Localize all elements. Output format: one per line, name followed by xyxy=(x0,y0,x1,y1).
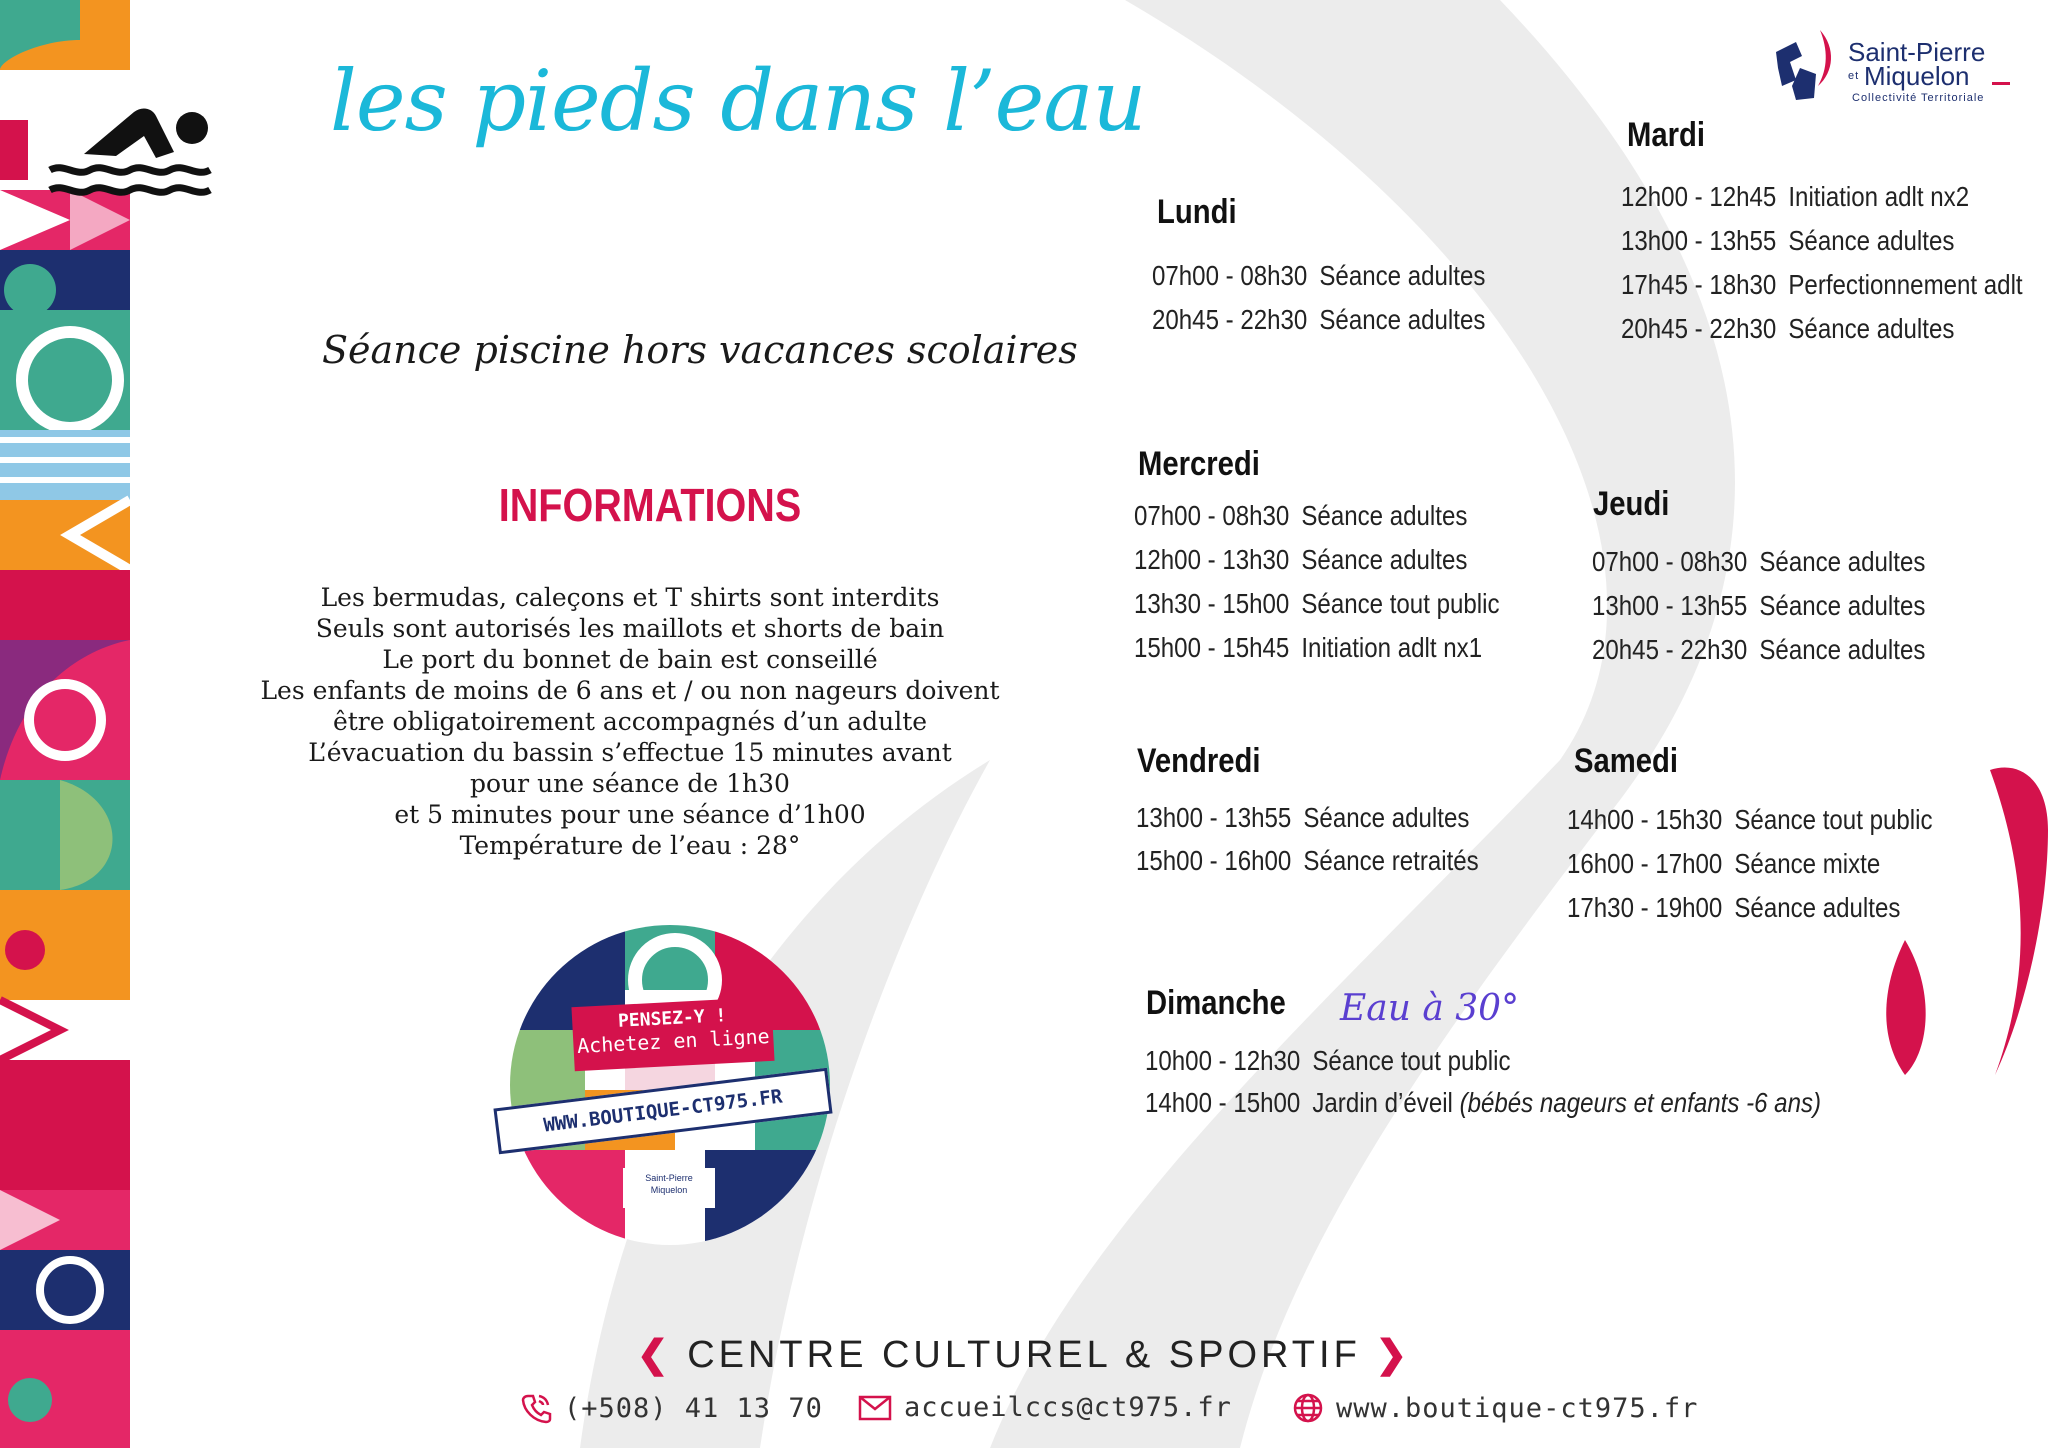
slot-time: 13h00 - 13h55 xyxy=(1136,802,1292,833)
decorative-strip xyxy=(0,0,130,1448)
slot-label: Séance adultes xyxy=(1301,544,1468,575)
slot-time: 13h00 - 13h55 xyxy=(1621,225,1777,256)
slot-time: 20h45 - 22h30 xyxy=(1152,304,1308,335)
slot-time: 17h30 - 19h00 xyxy=(1567,892,1723,923)
info-line: L’évacuation du bassin s’effectue 15 minutes avant xyxy=(308,738,952,767)
logo-tagline: Collectivité Territoriale xyxy=(1852,92,1985,104)
day-heading: Vendredi xyxy=(1137,742,1261,780)
time-slot xyxy=(1621,263,2023,307)
slots-vendredi xyxy=(1136,796,1535,882)
slot-time: 15h00 - 15h45 xyxy=(1134,632,1290,663)
time-slot xyxy=(1136,796,1479,839)
slots-jeudi xyxy=(1592,540,1980,672)
slot-note: (bébés nageurs et enfants -6 ans) xyxy=(1459,1087,1822,1118)
time-slot xyxy=(1152,298,1485,342)
badge-mini-logo xyxy=(623,1168,715,1208)
logo xyxy=(1770,20,2010,110)
slot-time: 13h30 - 15h00 xyxy=(1134,588,1290,619)
slot-label: Séance tout public xyxy=(1312,1045,1511,1076)
info-line: Température de l’eau : 28° xyxy=(459,831,801,860)
info-line: Le port du bonnet de bain est conseillé xyxy=(382,645,878,674)
day-mardi xyxy=(1627,116,1718,155)
slot-label: Séance adultes xyxy=(1319,304,1486,335)
phone-icon xyxy=(520,1392,552,1424)
logo-name-1: Saint-Pierre xyxy=(1848,37,1986,67)
logo-name-2: Miquelon xyxy=(1864,61,1970,91)
slot-label: Séance mixte xyxy=(1734,848,1881,879)
page-subtitle: Séance piscine hors vacances scolaires xyxy=(322,328,1078,372)
slot-label: Initiation adlt nx1 xyxy=(1301,632,1483,663)
time-slot xyxy=(1567,798,1933,842)
badge-mini-logo-1: Saint-Pierre xyxy=(645,1173,693,1183)
slot-label: Séance adultes xyxy=(1734,892,1901,923)
chevron-left-icon: ❮ xyxy=(636,1334,673,1376)
info-line: Seuls sont autorisés les maillots et shorts de bain xyxy=(315,614,945,643)
globe-icon xyxy=(1292,1392,1324,1424)
slot-label: Séance retraités xyxy=(1303,845,1479,876)
day-mercredi xyxy=(1138,445,1280,484)
time-slot xyxy=(1134,626,1500,670)
logo-mark xyxy=(1770,28,1850,108)
slot-time: 07h00 - 08h30 xyxy=(1134,500,1290,531)
slots-lundi xyxy=(1152,254,1540,342)
footer-email[interactable] xyxy=(858,1392,1232,1423)
time-slot xyxy=(1621,307,2023,351)
slots-mardi xyxy=(1621,175,2048,351)
water-temp-note: Eau à 30° xyxy=(1340,988,1520,1029)
footer-phone[interactable] xyxy=(520,1392,823,1424)
day-vendredi xyxy=(1137,742,1281,781)
phone-text: (+508) 41 13 70 xyxy=(564,1392,823,1424)
time-slot xyxy=(1621,175,2023,219)
slots-mercredi xyxy=(1134,494,1559,670)
slot-time: 20h45 - 22h30 xyxy=(1621,313,1777,344)
slot-time: 16h00 - 17h00 xyxy=(1567,848,1723,879)
slot-time: 07h00 - 08h30 xyxy=(1152,260,1308,291)
time-slot xyxy=(1145,1040,1821,1082)
email-text: accueilccs@ct975.fr xyxy=(904,1392,1232,1423)
slot-label: Séance adultes xyxy=(1788,313,1955,344)
badge-line2: Achetez en ligne xyxy=(576,1023,771,1059)
info-line: pour une séance de 1h30 xyxy=(470,769,790,798)
slot-time: 20h45 - 22h30 xyxy=(1592,634,1748,665)
chevron-right-icon: ❯ xyxy=(1375,1334,1412,1376)
slot-label: Initiation adlt nx2 xyxy=(1788,181,1970,212)
info-line: Les enfants de moins de 6 ans et / ou non nageurs doivent xyxy=(260,676,1000,705)
day-heading: Dimanche xyxy=(1146,984,1286,1022)
slot-label: Séance adultes xyxy=(1759,634,1926,665)
info-line: être obligatoirement accompagnés d’un adulte xyxy=(332,707,928,736)
informations-list xyxy=(240,582,1020,861)
day-samedi xyxy=(1574,742,1695,781)
slot-label: Perfectionnement adlt xyxy=(1788,269,2023,300)
time-slot xyxy=(1136,839,1479,882)
slot-label: Jardin d’éveil xyxy=(1312,1087,1453,1118)
time-slot xyxy=(1134,538,1500,582)
slot-label: Séance adultes xyxy=(1303,802,1470,833)
day-heading: Lundi xyxy=(1157,193,1237,231)
slot-label: Séance adultes xyxy=(1759,590,1926,621)
slot-time: 14h00 - 15h30 xyxy=(1567,804,1723,835)
page-title: les pieds dans l’eau xyxy=(330,52,1146,150)
time-slot xyxy=(1567,886,1933,930)
footer-website[interactable] xyxy=(1292,1392,1698,1424)
day-lundi xyxy=(1157,193,1250,232)
logo-name-et: et xyxy=(1848,70,1860,82)
slot-time: 10h00 - 12h30 xyxy=(1145,1045,1301,1076)
boutique-badge[interactable] xyxy=(505,920,835,1250)
slot-label: Séance tout public xyxy=(1301,588,1500,619)
time-slot xyxy=(1134,582,1500,626)
website-text: www.boutique-ct975.fr xyxy=(1336,1392,1699,1424)
day-heading: Mercredi xyxy=(1138,445,1260,483)
info-line: Les bermudas, caleçons et T shirts sont interdits xyxy=(320,583,940,612)
day-heading: Mardi xyxy=(1627,116,1705,154)
slot-label: Séance adultes xyxy=(1319,260,1486,291)
slot-label: Séance tout public xyxy=(1734,804,1933,835)
day-heading: Jeudi xyxy=(1593,485,1670,523)
time-slot xyxy=(1621,219,2023,263)
time-slot xyxy=(1567,842,1933,886)
time-slot xyxy=(1145,1082,1821,1124)
informations-heading: INFORMATIONS xyxy=(498,479,802,531)
slots-samedi xyxy=(1567,798,1992,930)
slot-time: 12h00 - 12h45 xyxy=(1621,181,1777,212)
slots-dimanche xyxy=(1145,1040,1931,1124)
time-slot xyxy=(1592,540,1925,584)
info-line: et 5 minutes pour une séance d’1h00 xyxy=(394,800,866,829)
badge-url[interactable]: WWW.BOUTIQUE-CT975.FR xyxy=(493,1068,832,1155)
logo-underline xyxy=(1992,82,2010,85)
footer-title xyxy=(0,1332,2048,1377)
day-dimanche xyxy=(1146,984,1309,1023)
day-jeudi xyxy=(1593,485,1682,524)
slot-label: Séance adultes xyxy=(1788,225,1955,256)
badge-line1: PENSEZ-Y ! xyxy=(617,1005,727,1032)
time-slot xyxy=(1592,628,1925,672)
time-slot xyxy=(1134,494,1500,538)
slot-time: 17h45 - 18h30 xyxy=(1621,269,1777,300)
mail-icon xyxy=(858,1395,892,1421)
slot-time: 14h00 - 15h00 xyxy=(1145,1087,1301,1118)
time-slot xyxy=(1592,584,1925,628)
badge-banner xyxy=(571,997,774,1071)
slot-time: 07h00 - 08h30 xyxy=(1592,546,1748,577)
slot-time: 15h00 - 16h00 xyxy=(1136,845,1292,876)
badge-mini-logo-2: Miquelon xyxy=(650,1185,688,1195)
slot-label: Séance adultes xyxy=(1759,546,1926,577)
footer-title-text: CENTRE CULTUREL & SPORTIF xyxy=(687,1334,1361,1376)
slot-time: 13h00 - 13h55 xyxy=(1592,590,1748,621)
slot-time: 12h00 - 13h30 xyxy=(1134,544,1290,575)
swimmer-icon xyxy=(44,92,214,207)
slot-label: Séance adultes xyxy=(1301,500,1468,531)
day-heading: Samedi xyxy=(1574,742,1679,780)
time-slot xyxy=(1152,254,1485,298)
